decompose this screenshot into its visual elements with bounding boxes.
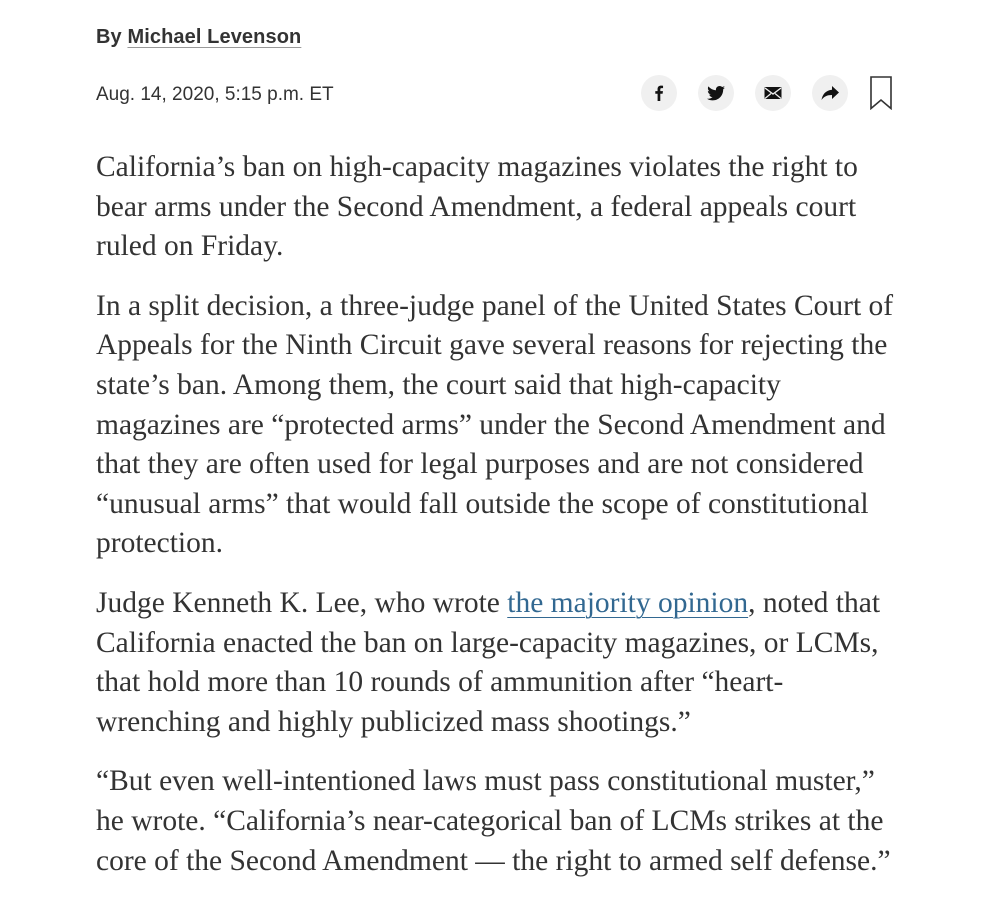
facebook-icon [650, 84, 668, 102]
paragraph-1: California’s ban on high-capacity magazines violates the right to bear arms under the Second Amendment, a federal appeals court ruled on Friday. [96, 151, 858, 263]
share-toolbar [641, 75, 893, 111]
share-email-button[interactable] [755, 75, 791, 111]
publish-timestamp: Aug. 14, 2020, 5:15 p.m. ET [96, 84, 334, 105]
byline [96, 26, 301, 49]
paragraph-3 [96, 584, 896, 742]
share-twitter-button[interactable] [698, 75, 734, 111]
paragraph-2: In a split decision, a three-judge panel of the United States Court of Appeals for the Ninth Circuit gave several reasons for rejecting the state’s ban. Among them, the court said that high-capacity magazines are “protected arms” under the Second Amendment and that they are often used for legal purposes and are not considered “unusual arms” that would fall outside the scope of constitutional protection. [96, 289, 894, 560]
share-facebook-button[interactable] [641, 75, 677, 111]
paragraph-3-rest: , noted that California enacted the ban on large-capacity magazines, or LCMs, that hold more than 10 rounds of ammunition after “heart-wrenching and highly publicized mass shootings.” [96, 586, 881, 738]
paragraph-3-lead: Judge Kenneth K. Lee, who wrote [96, 586, 508, 619]
share-more-button[interactable] [812, 75, 848, 111]
save-article-button[interactable] [869, 75, 893, 111]
majority-opinion-link[interactable]: the majority opinion [507, 586, 749, 619]
byline-prefix: By [96, 26, 122, 48]
share-arrow-icon [820, 85, 840, 101]
paragraph-4: “But even well-intentioned laws must pass constitutional muster,” he wrote. “California’s near-categorical ban of LCMs strikes at the core of the Second Amendment — the right to armed self defense.” [96, 765, 891, 877]
author-link[interactable]: Michael Levenson [127, 26, 302, 48]
email-icon [764, 86, 782, 100]
article-body [96, 148, 896, 901]
bookmark-icon [870, 76, 892, 110]
twitter-icon [706, 84, 726, 102]
